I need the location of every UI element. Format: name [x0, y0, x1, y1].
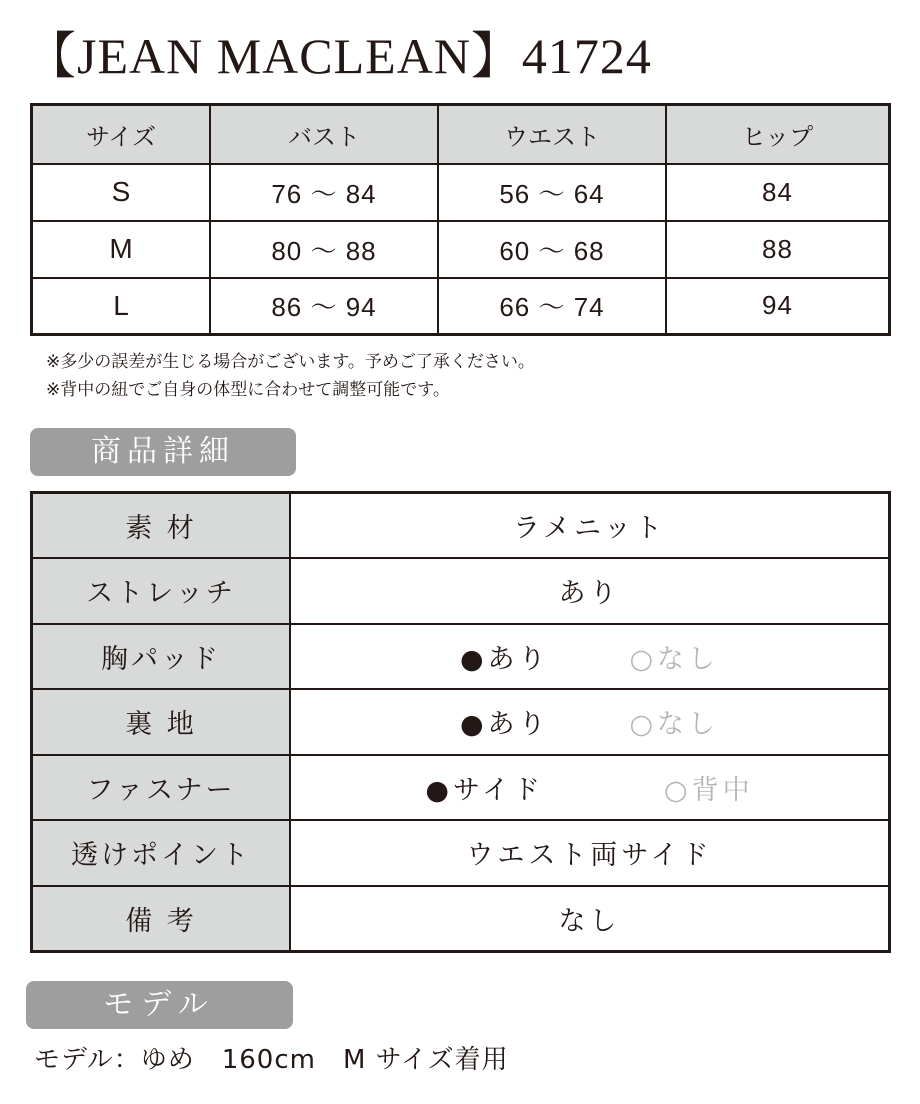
detail-label: 胸パッド	[32, 624, 291, 690]
table-row	[32, 278, 890, 335]
note-line: ※多少の誤差が生じる場合がございます。予めご了承ください。	[46, 352, 535, 372]
detail-label: 裏 地	[32, 689, 291, 755]
option-selected: ●あり	[459, 709, 550, 741]
model-heading: モデル	[26, 981, 293, 1029]
product-details-heading: 商品詳細	[30, 428, 296, 476]
detail-label: ファスナー	[32, 755, 291, 821]
waist-cell: 60 ～ 68	[438, 221, 666, 278]
hip-cell: 88	[666, 221, 890, 278]
table-row	[32, 624, 890, 690]
model-info: モデル：ゆめ 160cm M サイズ着用	[34, 1045, 509, 1075]
header-hip: ヒップ	[666, 105, 890, 164]
table-row	[32, 689, 890, 755]
size-cell: M	[32, 221, 211, 278]
product-details-table	[30, 491, 891, 953]
hip-cell: 84	[666, 164, 890, 221]
table-row	[32, 221, 890, 278]
bust-cell: 80 ～ 88	[210, 221, 438, 278]
detail-value: ウエスト両サイド	[290, 820, 890, 886]
table-row	[32, 558, 890, 624]
size-cell: S	[32, 164, 211, 221]
size-notes	[46, 348, 535, 404]
detail-label: ストレッチ	[32, 558, 291, 624]
header-size: サイズ	[32, 105, 211, 164]
table-row	[32, 886, 890, 952]
detail-value: なし	[290, 886, 890, 952]
note-line: ※背中の紐でご自身の体型に合わせて調整可能です。	[46, 380, 450, 400]
option-unselected: ○なし	[629, 643, 720, 675]
size-table-header	[32, 105, 890, 164]
detail-label: 素 材	[32, 493, 291, 559]
table-row	[32, 493, 890, 559]
waist-cell: 56 ～ 64	[438, 164, 666, 221]
header-bust: バスト	[210, 105, 438, 164]
waist-cell: 66 ～ 74	[438, 278, 666, 335]
detail-options	[290, 689, 890, 755]
option-unselected: ○背中	[664, 774, 754, 806]
page-title: 【JEAN MACLEAN】41724	[26, 28, 652, 84]
size-cell: L	[32, 278, 211, 335]
table-row	[32, 820, 890, 886]
header-waist: ウエスト	[438, 105, 666, 164]
size-table	[30, 103, 891, 336]
bust-cell: 76 ～ 84	[210, 164, 438, 221]
detail-label: 備 考	[32, 886, 291, 952]
hip-cell: 94	[666, 278, 890, 335]
option-unselected: ○なし	[629, 709, 720, 741]
option-selected: ●サイド	[425, 774, 545, 806]
detail-options	[290, 755, 890, 821]
detail-label: 透けポイント	[32, 820, 291, 886]
table-row	[32, 164, 890, 221]
detail-options	[290, 624, 890, 690]
bust-cell: 86 ～ 94	[210, 278, 438, 335]
option-selected: ●あり	[459, 643, 550, 675]
detail-value: あり	[290, 558, 890, 624]
table-row	[32, 755, 890, 821]
detail-value: ラメニット	[290, 493, 890, 559]
